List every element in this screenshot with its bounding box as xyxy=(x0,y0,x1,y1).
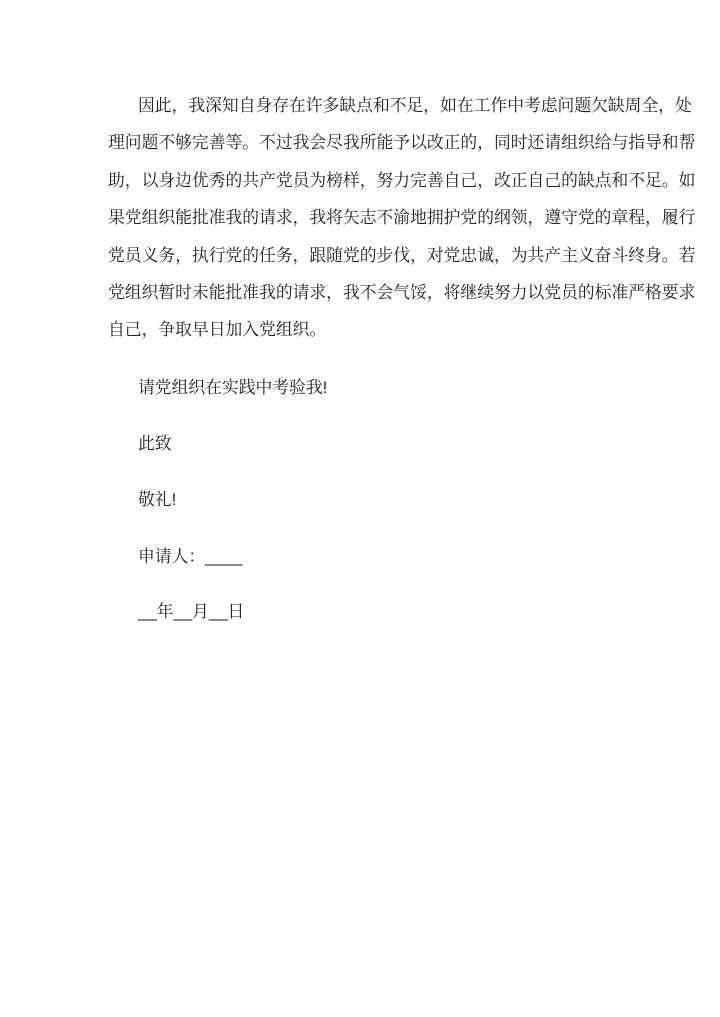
paragraph-line: 果党组织能批准我的请求，我将矢志不渝地拥护党的纲领，遵守党的章程，履行 xyxy=(108,208,696,227)
paragraph-line: 助，以身边优秀的共产党员为榜样，努力完善自己，改正自己的缺点和不足。如 xyxy=(108,171,696,190)
applicant-signature: 申请人：____ xyxy=(138,547,243,566)
paragraph-line: 自己，争取早日加入党组织。 xyxy=(108,320,327,339)
paragraph-line: 党组织暂时未能批准我的请求，我不会气馁，将继续努力以党员的标准严格要求 xyxy=(108,283,696,302)
paragraph-line: 理问题不够完善等。不过我会尽我所能予以改正的，同时还请组织给与指导和帮 xyxy=(108,133,696,152)
paragraph-line: 因此，我深知自身存在许多缺点和不足，如在工作中考虑问题欠缺周全，处 xyxy=(138,96,692,115)
regards: 敬礼! xyxy=(138,490,177,509)
salutation: 此致 xyxy=(138,434,172,453)
date-line: __年__月__日 xyxy=(138,602,245,621)
paragraph-line: 党员义务，执行党的任务，跟随党的步伐，对党忠诚，为共产主义奋斗终身。若 xyxy=(108,246,696,265)
closing-line: 请党组织在实践中考验我! xyxy=(138,378,328,397)
